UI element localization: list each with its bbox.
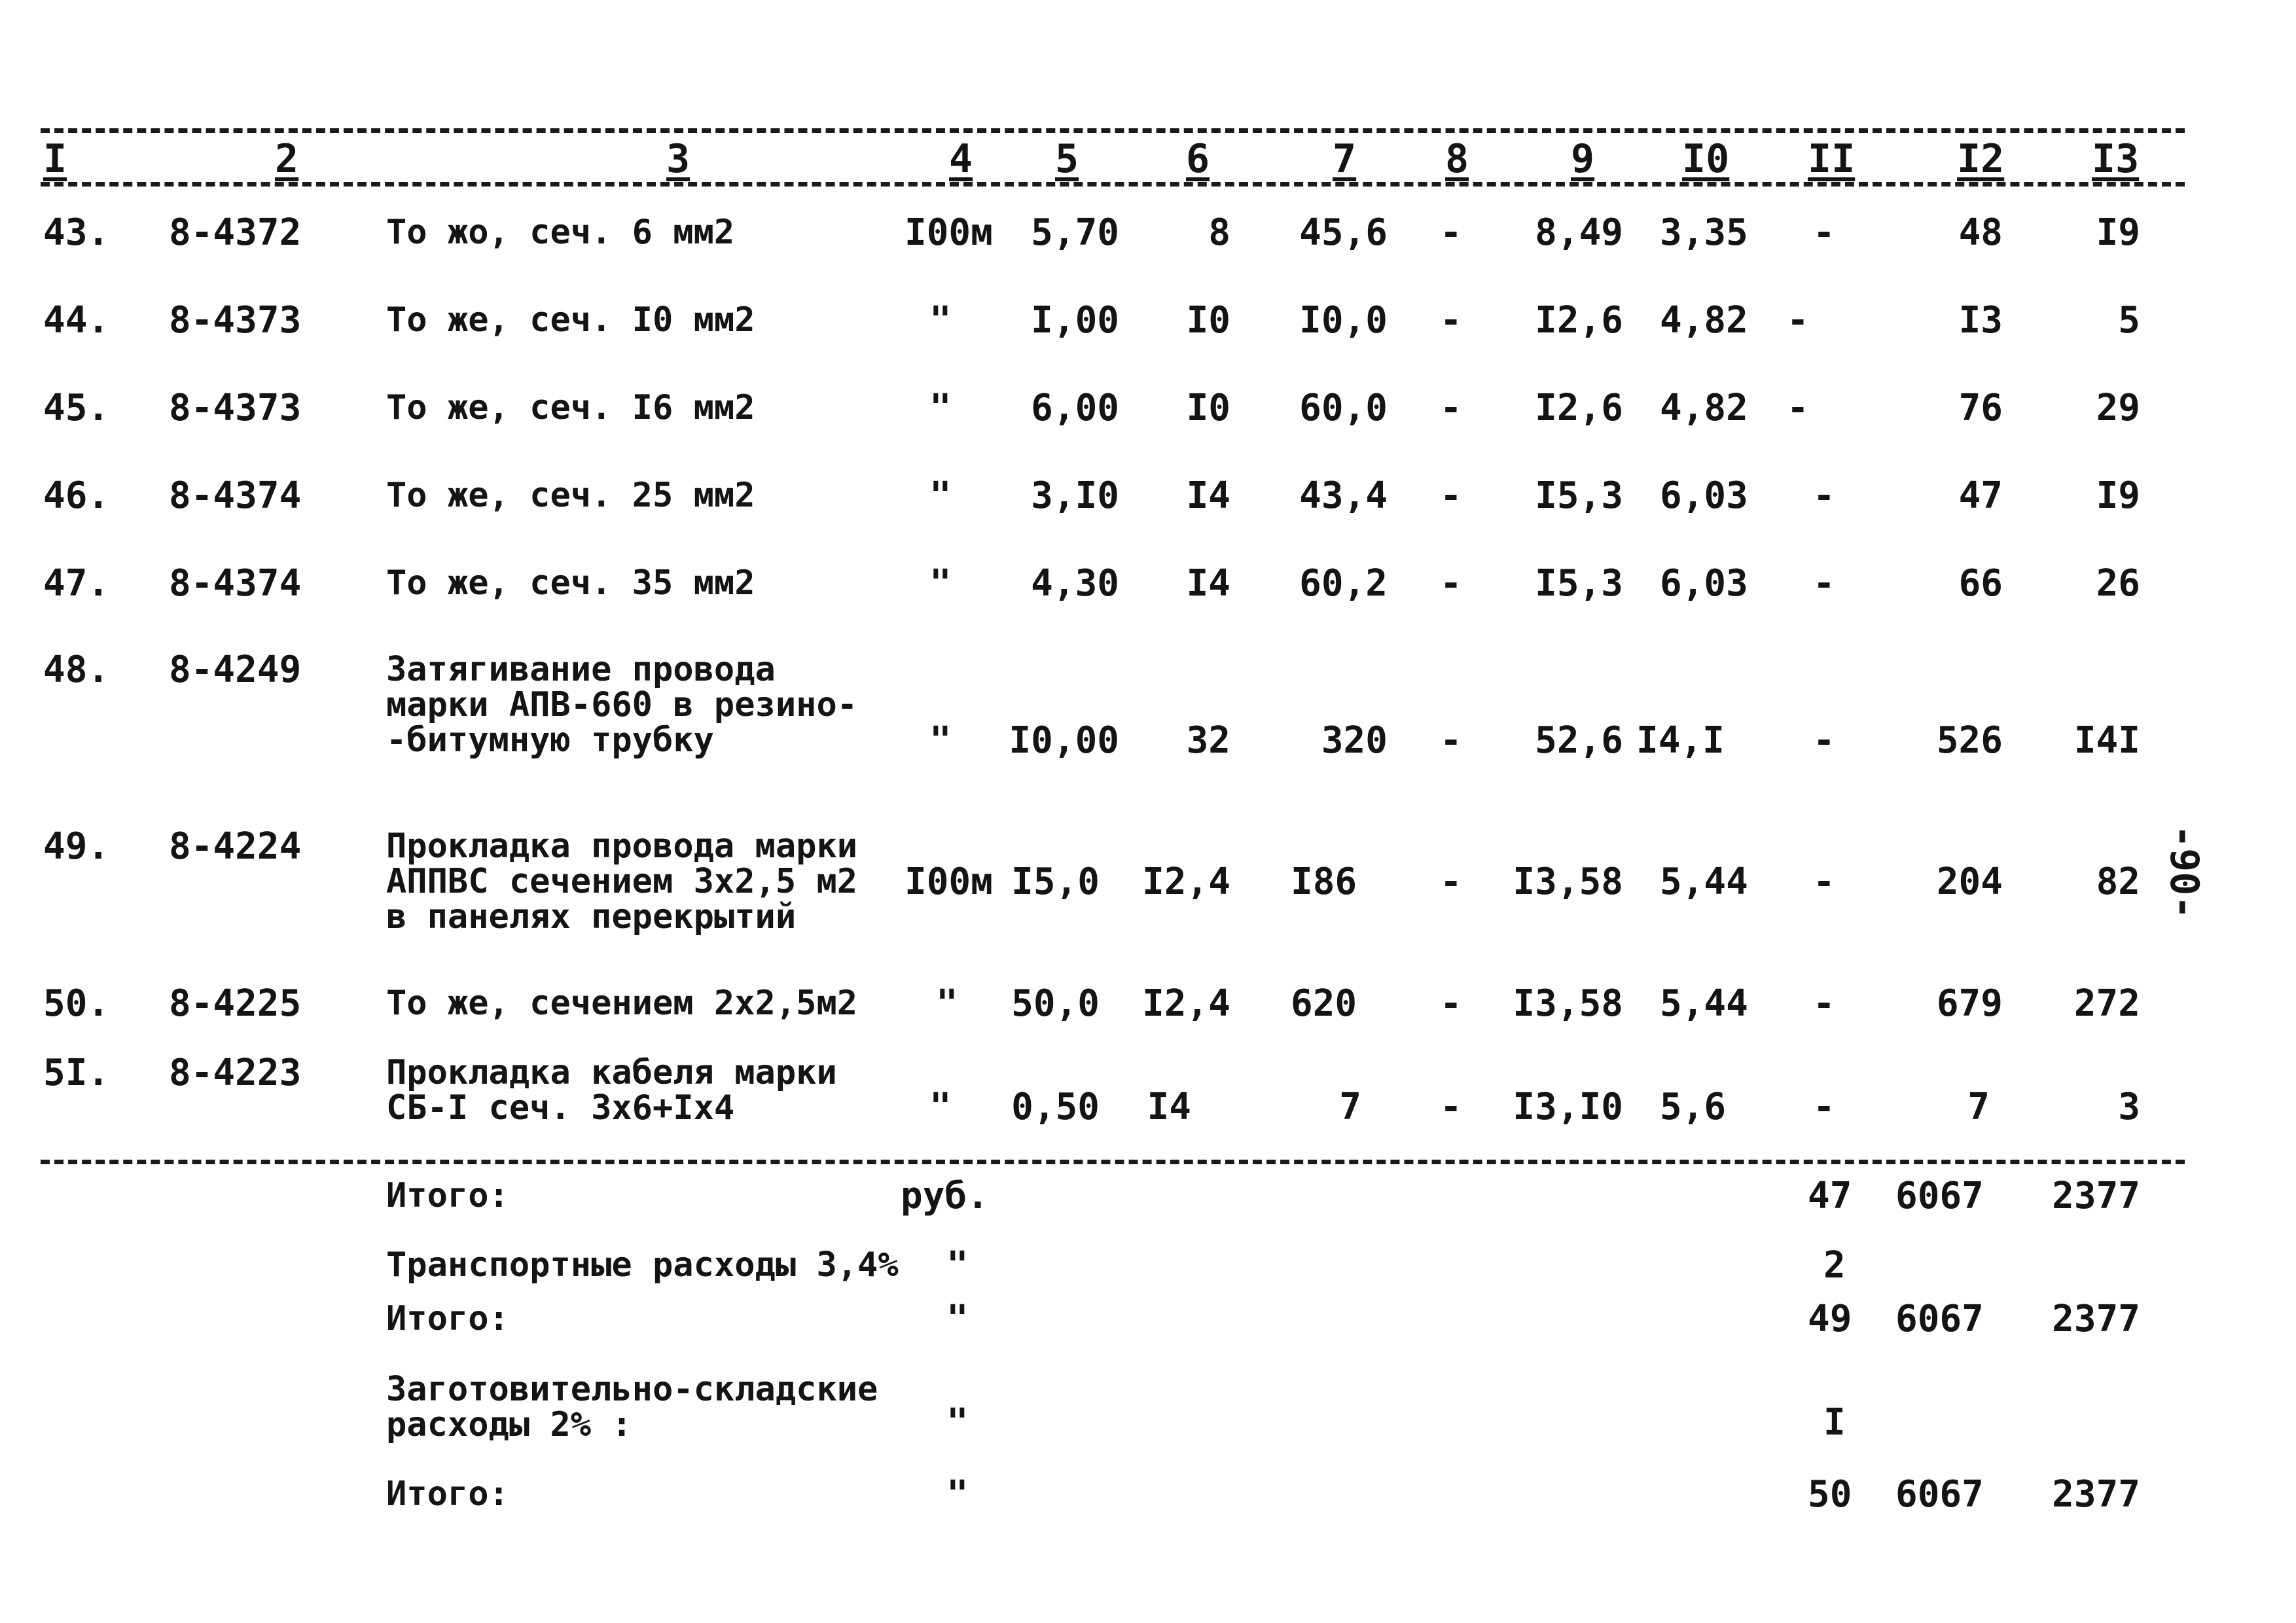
col10-value: 6,03 — [1660, 562, 1748, 605]
col11-value: - — [1813, 562, 1835, 605]
col10-value: 3,35 — [1660, 211, 1748, 254]
col12-value: 526 — [1936, 719, 2003, 762]
col5-value: 4,30 — [1031, 562, 1119, 605]
col11-value: - — [1813, 982, 1835, 1025]
unit: " — [929, 1086, 952, 1128]
col-header-10: I0 — [1682, 136, 1730, 182]
header-bottom-rule — [41, 182, 2185, 187]
col10-value: 6,03 — [1660, 474, 1748, 517]
col-header-6: 6 — [1186, 136, 1210, 182]
work-description: То же, сеч. 35 мм2 — [386, 563, 755, 603]
col13-value: 82 — [2096, 861, 2140, 903]
unit: " — [929, 474, 952, 517]
price-code: 8-4372 — [169, 211, 302, 254]
col9-value: I5,3 — [1535, 562, 1623, 605]
col5-value: 50,0 — [1011, 982, 1100, 1025]
unit: " — [929, 299, 952, 342]
col6-value: I0 — [1186, 299, 1230, 342]
row-number: 47. — [43, 562, 110, 605]
col-header-3: 3 — [666, 136, 691, 182]
col7-value: 7 — [1339, 1086, 1361, 1128]
procurement-costs-label: Заготовительно-складские расходы 2% : — [386, 1370, 878, 1444]
row-number: 45. — [43, 387, 110, 429]
column-header-row — [0, 136, 2296, 182]
col8-value: - — [1440, 299, 1462, 342]
work-description: То же, сечением 2х2,5м2 — [386, 984, 858, 1023]
col6-value: 32 — [1186, 719, 1230, 762]
col11-value: - — [1787, 299, 1809, 342]
col-header-1: I — [43, 136, 67, 182]
col-header-13: I3 — [2092, 136, 2140, 182]
col9-value: I5,3 — [1535, 474, 1623, 517]
col9-value: I3,58 — [1513, 982, 1623, 1025]
col6-value: I4 — [1186, 562, 1230, 605]
col12-value: 48 — [1958, 211, 2003, 254]
header-top-rule — [41, 128, 2185, 133]
total-col11: I — [1823, 1401, 1846, 1444]
col10-value: 5,44 — [1660, 982, 1748, 1025]
col8-value: - — [1440, 719, 1462, 762]
col5-value: 0,50 — [1011, 1086, 1100, 1128]
col5-value: 3,I0 — [1031, 474, 1119, 517]
col8-value: - — [1440, 982, 1462, 1025]
unit: I00м — [905, 861, 993, 903]
total-col13: 2377 — [2052, 1298, 2140, 1340]
col11-value: - — [1813, 861, 1835, 903]
col-header-9: 9 — [1571, 136, 1595, 182]
total-col11: 49 — [1808, 1298, 1852, 1340]
col12-value: 204 — [1936, 861, 2003, 903]
col6-value: I4 — [1147, 1086, 1191, 1128]
col11-value: - — [1813, 211, 1835, 254]
total-col11: 50 — [1808, 1473, 1852, 1516]
col13-value: 272 — [2073, 982, 2140, 1025]
col7-value: 60,2 — [1299, 562, 1388, 605]
price-code: 8-4374 — [169, 474, 302, 517]
col-header-4: 4 — [949, 136, 973, 182]
col13-value: 26 — [2096, 562, 2140, 605]
col-header-11: II — [1808, 136, 1856, 182]
price-code: 8-4374 — [169, 562, 302, 605]
col7-value: 620 — [1291, 982, 1357, 1025]
unit: " — [929, 387, 952, 429]
total-col12: 6067 — [1895, 1298, 1984, 1340]
col6-value: I2,4 — [1142, 861, 1230, 903]
col10-value: 5,44 — [1660, 861, 1748, 903]
total-label: Итого: — [386, 1474, 509, 1514]
total-col13: 2377 — [2052, 1175, 2140, 1217]
total-unit: " — [946, 1244, 969, 1287]
col5-value: I0,00 — [1009, 719, 1119, 762]
total-unit: " — [946, 1298, 969, 1340]
col7-value: 60,0 — [1299, 387, 1388, 429]
unit: " — [929, 562, 952, 605]
col13-value: 29 — [2096, 387, 2140, 429]
col13-value: I9 — [2096, 474, 2140, 517]
col7-value: 45,6 — [1299, 211, 1388, 254]
col8-value: - — [1440, 1086, 1462, 1128]
work-description: Прокладка провода марки АППВС сечением 3х2,5 м2 в панелях перекрытий — [386, 827, 858, 936]
col5-value: I5,0 — [1011, 861, 1100, 903]
col10-value: 5,6 — [1660, 1086, 1727, 1128]
row-number: 5I. — [43, 1052, 110, 1094]
work-description: То жо, сеч. 6 мм2 — [386, 213, 735, 252]
col8-value: - — [1440, 861, 1462, 903]
col9-value: I2,6 — [1535, 387, 1623, 429]
col9-value: 8,49 — [1535, 211, 1623, 254]
price-code: 8-4373 — [169, 299, 302, 342]
col5-value: 6,00 — [1031, 387, 1119, 429]
total-col13: 2377 — [2052, 1473, 2140, 1516]
total-label: Итого: — [386, 1299, 509, 1338]
price-code: 8-4373 — [169, 387, 302, 429]
price-code: 8-4225 — [169, 982, 302, 1025]
col12-value: 76 — [1958, 387, 2003, 429]
col-header-5: 5 — [1055, 136, 1079, 182]
row-number: 49. — [43, 825, 110, 868]
total-col11: 47 — [1808, 1175, 1852, 1217]
col5-value: I,00 — [1031, 299, 1119, 342]
col13-value: 3 — [2118, 1086, 2140, 1128]
col8-value: - — [1440, 474, 1462, 517]
col6-value: I0 — [1186, 387, 1230, 429]
col-header-8: 8 — [1445, 136, 1469, 182]
total-unit: " — [946, 1401, 969, 1444]
col11-value: - — [1787, 387, 1809, 429]
col11-value: - — [1813, 474, 1835, 517]
total-col11: 2 — [1823, 1244, 1846, 1287]
col13-value: I4I — [2073, 719, 2140, 762]
unit: I00м — [905, 211, 993, 254]
col-header-7: 7 — [1333, 136, 1357, 182]
col7-value: 320 — [1321, 719, 1388, 762]
row-number: 46. — [43, 474, 110, 517]
col10-value: 4,82 — [1660, 387, 1748, 429]
price-code: 8-4223 — [169, 1052, 302, 1094]
unit: " — [936, 982, 958, 1025]
col11-value: - — [1813, 1086, 1835, 1128]
row-number: 48. — [43, 649, 110, 691]
work-description: То же, сеч. I0 мм2 — [386, 300, 755, 340]
col13-value: 5 — [2118, 299, 2140, 342]
col12-value: 66 — [1958, 562, 2003, 605]
col-header-2: 2 — [275, 136, 299, 182]
col9-value: I3,58 — [1513, 861, 1623, 903]
col9-value: I3,I0 — [1513, 1086, 1623, 1128]
col10-value: I4,I — [1636, 719, 1725, 762]
col9-value: I2,6 — [1535, 299, 1623, 342]
col7-value: 43,4 — [1299, 474, 1388, 517]
total-label: Итого: — [386, 1176, 509, 1215]
page-number: -90- — [2161, 825, 2207, 919]
total-col12: 6067 — [1895, 1473, 1984, 1516]
row-number: 43. — [43, 211, 110, 254]
transport-costs-label: Транспортные расходы 3,4% — [386, 1245, 899, 1285]
col8-value: - — [1440, 562, 1462, 605]
col8-value: - — [1440, 387, 1462, 429]
col6-value: 8 — [1208, 211, 1230, 254]
col7-value: I0,0 — [1299, 299, 1388, 342]
col5-value: 5,70 — [1031, 211, 1119, 254]
work-description: Затягивание провода марки АПВ-660 в резино- -битумную трубку — [386, 650, 858, 760]
col12-value: I3 — [1958, 299, 2003, 342]
unit: " — [929, 719, 952, 762]
col10-value: 4,82 — [1660, 299, 1748, 342]
col7-value: I86 — [1291, 861, 1357, 903]
col12-value: 679 — [1936, 982, 2003, 1025]
work-description: Прокладка кабеля марки СБ-I сеч. 3х6+Iх4 — [386, 1053, 837, 1128]
col12-value: 7 — [1967, 1086, 1990, 1128]
row-number: 50. — [43, 982, 110, 1025]
col6-value: I2,4 — [1142, 982, 1230, 1025]
work-description: То же, сеч. I6 мм2 — [386, 388, 755, 427]
col9-value: 52,6 — [1535, 719, 1623, 762]
col12-value: 47 — [1958, 474, 2003, 517]
col13-value: I9 — [2096, 211, 2140, 254]
price-code: 8-4249 — [169, 649, 302, 691]
col8-value: - — [1440, 211, 1462, 254]
total-unit: " — [946, 1473, 969, 1516]
col6-value: I4 — [1186, 474, 1230, 517]
col11-value: - — [1813, 719, 1835, 762]
totals-rule — [41, 1160, 2185, 1164]
price-code: 8-4224 — [169, 825, 302, 868]
col-header-12: I2 — [1957, 136, 2005, 182]
row-number: 44. — [43, 299, 110, 342]
work-description: То же, сеч. 25 мм2 — [386, 476, 755, 515]
total-col12: 6067 — [1895, 1175, 1984, 1217]
total-unit: руб. — [901, 1175, 989, 1217]
